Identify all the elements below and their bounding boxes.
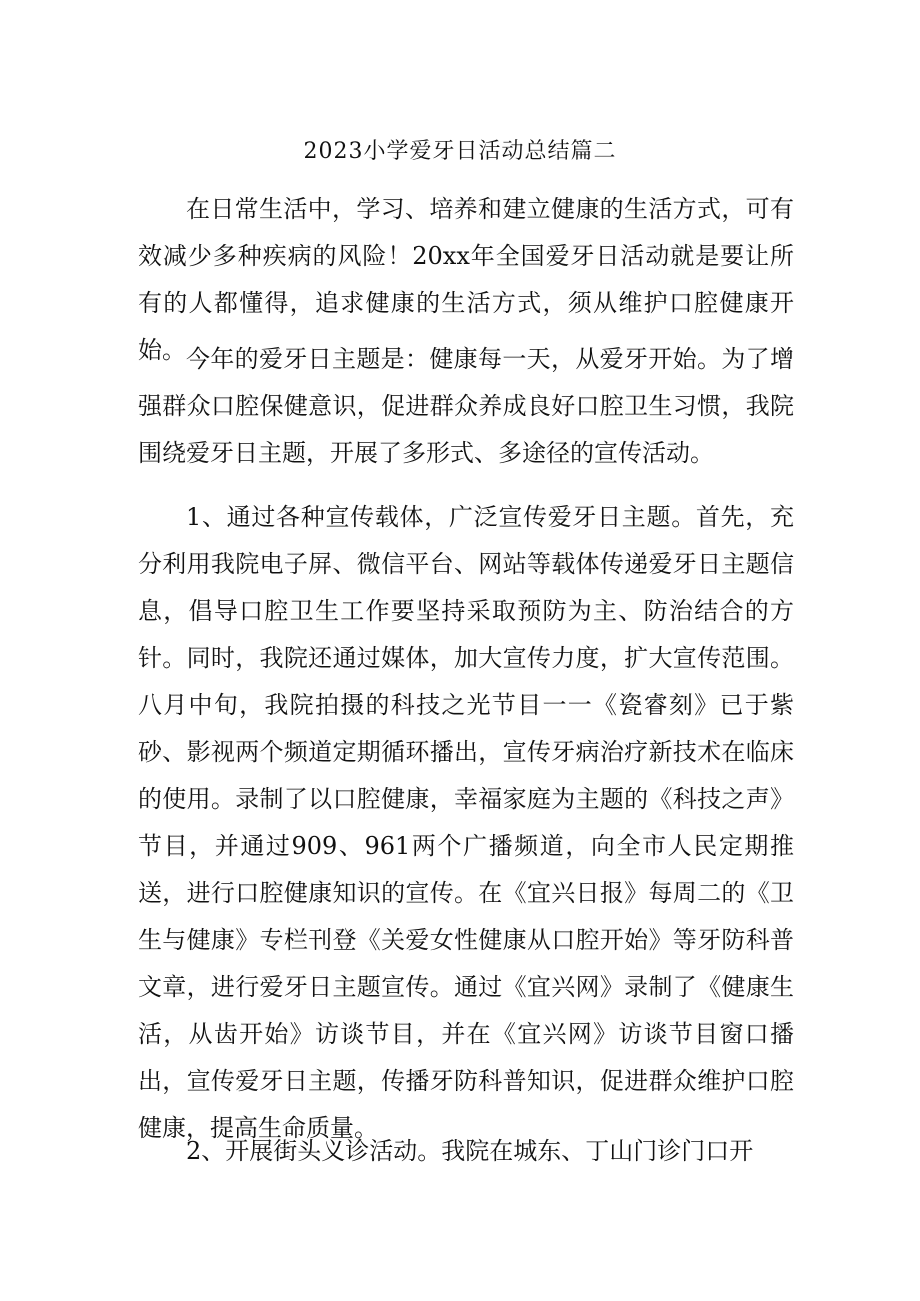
paragraph-theme — [138, 336, 794, 477]
paragraph-text: 今年的爱牙日主题是：健康每一天，从爱牙开始。为了增强群众口腔保健意识，促进群众养成良好口腔卫生习惯，我院围绕爱牙日主题，开展了多形式、多途径的宣传活动。 — [138, 345, 794, 467]
paragraph-publicity — [138, 494, 794, 1152]
paragraph-text: 2、开展街头义诊活动。我院在城东、丁山门诊门口开 — [186, 1137, 754, 1165]
paragraph-text: 在日常生活中，学习、培养和建立健康的生活方式，可有效减少多种疾病的风险！20xx年全国爱牙日活动就是要让所有的人都懂得，追求健康的生活方式，须从维护口腔健康开始。 — [138, 195, 794, 364]
paragraph-text: 1、通过各种宣传载体，广泛宣传爱牙日主题。首先，充分利用我院电子屏、微信平台、网站等载体传递爱牙日主题信息，倡导口腔卫生工作要坚持采取预防为主、防治结合的方针。同时，我院还通过媒体，加大宣传力度，扩大宣传范围。八月中旬，我院拍摄的科技之光节目一一《瓷睿刻》已于紫砂、影视两个频道定期循环播出，宣传牙病治疗新技术在临床的使用。录制了以口腔健康，幸福家庭为主题的《科技之声》节目，并通过909、961两个广播频道，向全市人民定期推送，进行口腔健康知识的宣传。在《宜兴日报》每周二的《卫生与健康》专栏刊登《关爱女性健康从口腔开始》等牙防科普文章，进行爱牙日主题宣传。通过《宜兴网》录制了《健康生活，从齿开始》访谈节目，并在《宜兴网》访谈节目窗口播出，宣传爱牙日主题，传播牙防科普知识，促进群众维护口腔健康，提高生命质量。 — [138, 503, 794, 1142]
paragraph-clinic — [138, 1128, 794, 1175]
document-title: 2023小学爱牙日活动总结篇二 — [303, 139, 617, 164]
